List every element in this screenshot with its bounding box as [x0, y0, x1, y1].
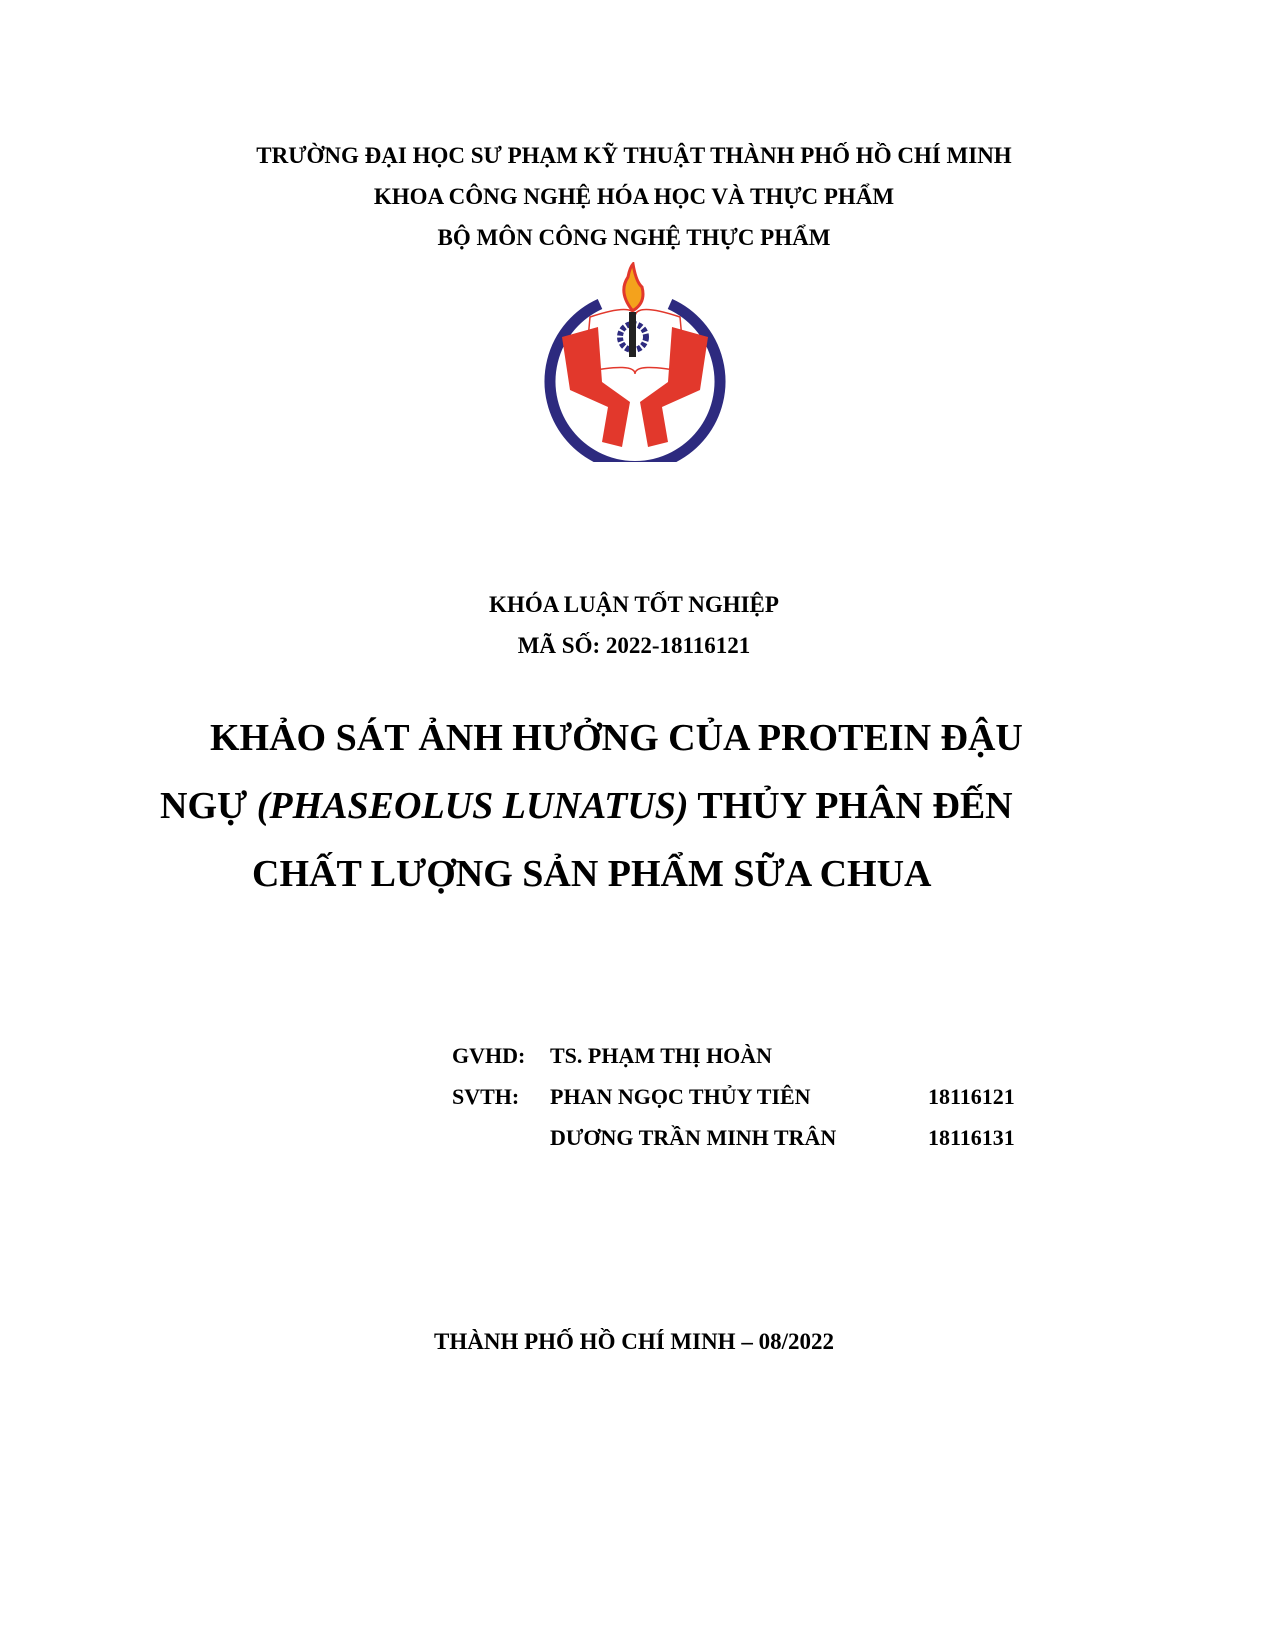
torch-handle — [629, 312, 636, 357]
thesis-code: MÃ SỐ: 2022-18116121 — [517, 633, 751, 658]
students-label: SVTH: — [452, 1084, 520, 1109]
title-line-1: KHẢO SÁT ẢNH HƯỞNG CỦA PROTEIN ĐẬU — [210, 717, 1023, 759]
student-name: PHAN NGỌC THỦY TIÊN — [550, 1084, 811, 1109]
student-name: DƯƠNG TRẦN MINH TRÂN — [550, 1125, 837, 1150]
advisor-name: TS. PHẠM THỊ HOÀN — [550, 1043, 773, 1068]
footer-place-date: THÀNH PHỐ HỒ CHÍ MINH – 08/2022 — [434, 1329, 834, 1354]
title-scientific-name: (PHASEOLUS LUNATUS) — [256, 785, 689, 827]
title-line-2-post: THỦY PHÂN ĐẾN — [688, 785, 1013, 827]
thesis-type: KHÓA LUẬN TỐT NGHIỆP — [489, 592, 779, 617]
department-name: BỘ MÔN CÔNG NGHỆ THỰC PHẨM — [437, 225, 831, 250]
flame-icon — [624, 264, 643, 310]
title-line-3: CHẤT LƯỢNG SẢN PHẨM SỮA CHUA — [252, 853, 932, 895]
advisor-label: GVHD: — [452, 1043, 526, 1068]
faculty-name: KHOA CÔNG NGHỆ HÓA HỌC VÀ THỰC PHẨM — [373, 184, 895, 209]
university-name: TRƯỜNG ĐẠI HỌC SƯ PHẠM KỸ THUẬT THÀNH PHỐ HỒ CHÍ MINH — [256, 143, 1012, 168]
student-id: 18116131 — [928, 1125, 1015, 1150]
title-line-2 — [160, 784, 1013, 828]
title-line-2-pre: NGỰ — [160, 785, 257, 827]
student-id: 18116121 — [928, 1084, 1015, 1109]
university-logo — [540, 262, 730, 462]
